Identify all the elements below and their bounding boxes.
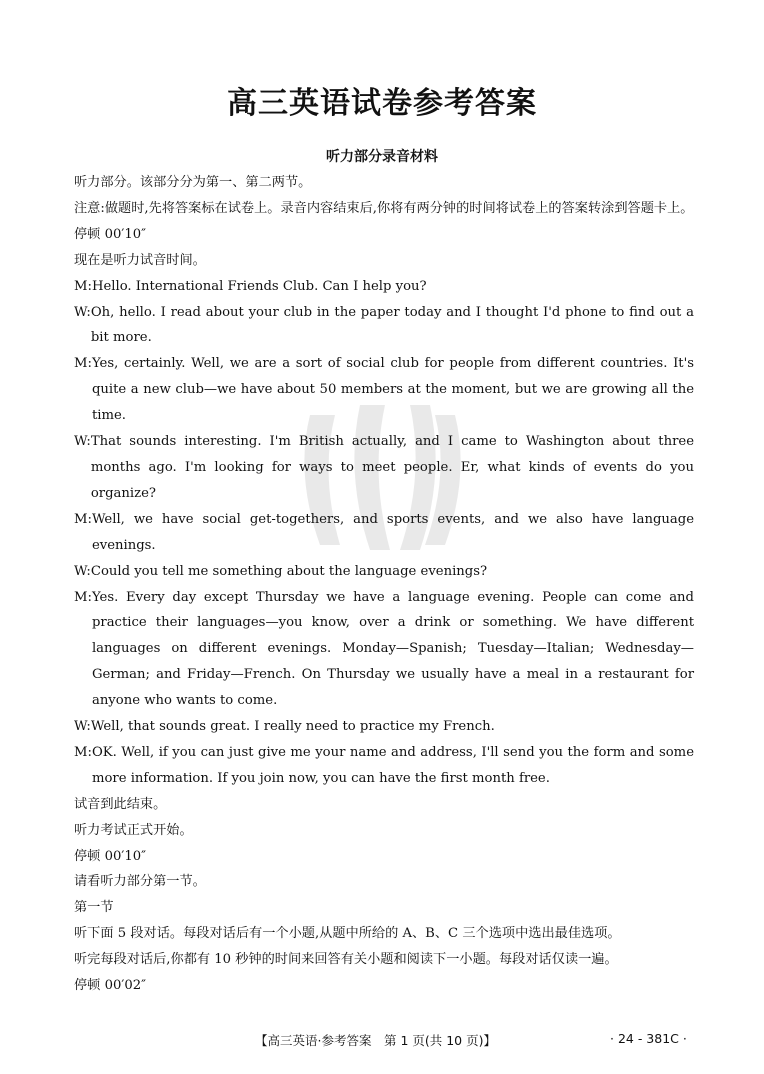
dialogue-turn [74,274,694,300]
footer-page-info: 【高三英语·参考答案 第 1 页(共 10 页)】 [255,1033,496,1048]
footer-code: · 24 - 381C · [610,1031,687,1046]
dialogue-turn [74,740,694,792]
dialogue-text: That sounds interesting. I'm British actually, and I came to Washington about three months ago. I'm looking for ways to meet people. Er, what kinds of events do you organize? [90,434,694,501]
trial-end-line: 试音到此结束。 [74,796,167,812]
dialogue-text: Hello. International Friends Club. Can I help you? [91,278,427,294]
dialogue-text: Yes. Every day except Thursday we have a language evening. People can come and practice their languages—you know, over a drink or something. We have different languages on different evenings. Monday—Spanish; Tuesday—Italian; Wednesday—German; and Friday—French. On Thursday we usually have a meal in a restaurant for anyone who wants to come. [91,589,694,709]
speaker-label: W: [74,563,91,579]
speaker-label: M: [74,589,92,605]
speaker-label: M: [74,278,92,294]
speaker-label: W: [74,434,91,450]
section-heading: 第一节 [74,900,114,916]
dialogue-turn [74,585,694,715]
dialogue-turn [74,429,694,507]
speaker-label: M: [74,511,92,527]
dialogue-turn [74,559,694,585]
dialogue-turn [74,714,694,740]
speaker-label: M: [74,744,92,760]
speaker-label: W: [74,719,91,735]
trial-start-line: 现在是听力试音时间。 [74,252,206,268]
page-title: 高三英语试卷参考答案 [227,86,537,121]
section-instruction-line: 请看听力部分第一节。 [74,874,206,890]
notice-paragraph: 注意:做题时,先将答案标在试卷上。录音内容结束后,你将有两分钟的时间将试卷上的答案转涂到答题卡上。 [74,200,694,216]
dialogue-text: Well, that sounds great. I really need to practice my French. [90,719,495,735]
dialogue-turn [74,351,694,429]
exam-start-line: 听力考试正式开始。 [74,822,193,838]
pause-line: 停顿 00′10″ [74,848,147,864]
dialogue-text: Well, we have social get-togethers, and sports events, and we also have language evenings. [91,511,694,553]
pause-line: 停顿 00′02″ [74,978,147,994]
pause-line: 停顿 00′10″ [74,226,147,242]
instruction-line: 听下面 5 段对话。每段对话后有一个小题,从题中所给的 A、B、C 三个选项中选出最佳选项。 [74,926,621,942]
dialogue-text: Oh, hello. I read about your club in the paper today and I thought I'd phone to find out a bit more. [90,304,694,346]
dialogue-turn [74,507,694,559]
dialogue-turn [74,300,694,352]
dialogue-text: OK. Well, if you can just give me your name and address, I'll send you the form and some more information. If you join now, you can have the first month free. [91,744,694,786]
document-body [74,170,694,999]
section-subtitle: 听力部分录音材料 [326,149,438,165]
instruction-line: 听完每段对话后,你都有 10 秒钟的时间来回答有关小题和阅读下一小题。每段对话仅读一遍。 [74,952,618,968]
speaker-label: M: [74,356,92,372]
intro-line: 听力部分。该部分分为第一、第二两节。 [74,175,312,190]
dialogue-text: Could you tell me something about the language evenings? [90,563,488,579]
speaker-label: W: [74,304,91,320]
dialogue-text: Yes, certainly. Well, we are a sort of social club for people from different countries. It's quite a new club—we have about 50 members at the moment, but we are growing all the time. [91,356,694,424]
